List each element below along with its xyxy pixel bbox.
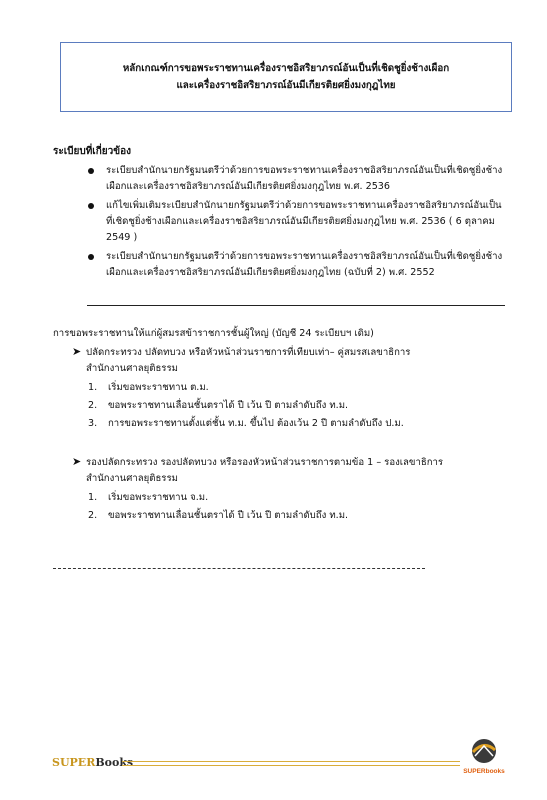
step-number: 2.: [88, 510, 98, 521]
regulation-text: แก้ไขเพิ่มเติมระเบียบสำนักนายกรัฐมนตรีว่าด้วยการขอพระราชทานเครื่องราชอิสริยาภรณ์อันเป็นที่เชิดชูยิ่งช้างเผือกและเครื่องราชอิสริยาภรณ์อันมีเกียรติยศยิ่งมงกุฎไทย พ.ศ. 2536 ( 6 ตุลาคม 2549 ): [106, 200, 502, 243]
list-item: [72, 489, 512, 507]
group-2: [72, 454, 512, 525]
superbooks-logo-icon: [460, 736, 508, 776]
step-number: 3.: [88, 418, 98, 429]
footer-rule: [122, 761, 460, 766]
group-subtitle: สำนักงานศาลยุติธรรม: [86, 363, 178, 374]
step-text: ขอพระราชทานเลื่อนชั้นตราได้ ปี เว้น ปี ตามลำดับถึง ท.ม.: [108, 400, 349, 411]
step-number: 2.: [88, 400, 98, 411]
intro-paragraph: การขอพระราชทานให้แก่ผู้สมรสข้าราชการชั้นผู้ใหญ่ (บัญชี 24 ระเบียบฯ เดิม): [53, 328, 374, 339]
bullet-icon: [88, 254, 94, 260]
title-line-1: หลักเกณฑ์การขอพระราชทานเครื่องราชอิสริยาภรณ์อันเป็นที่เชิดชูยิ่งช้างเผือก: [122, 63, 450, 74]
list-item: [84, 163, 504, 195]
regulations-heading: ระเบียบที่เกี่ยวข้อง: [53, 146, 131, 157]
dashed-separator: [53, 568, 425, 569]
brand-part-2: Books: [95, 756, 134, 769]
step-text: ขอพระราชทานเลื่อนชั้นตราได้ ปี เว้น ปี ตามลำดับถึง ท.ม.: [108, 510, 349, 521]
title-box: [60, 42, 512, 112]
svg-text:SUPERbooks: SUPERbooks: [463, 768, 505, 775]
brand-part-1: SUPER: [52, 756, 96, 769]
regulation-text: ระเบียบสำนักนายกรัฐมนตรีว่าด้วยการขอพระราชทานเครื่องราชอิสริยาภรณ์อันเป็นที่เชิดชูยิ่งช้างเผือกและเครื่องราชอิสริยาภรณ์อันมีเกียรติยศยิ่งมงกุฎไทย (ฉบับที่ 2) พ.ศ. 2552: [106, 251, 503, 278]
footer: [0, 736, 547, 776]
group-subtitle: สำนักงานศาลยุติธรรม: [86, 473, 178, 484]
list-item: [72, 507, 512, 525]
list-item: [84, 198, 504, 246]
steps-list: [72, 379, 512, 433]
brand-wordmark: [52, 756, 133, 769]
bullet-icon: [88, 203, 94, 209]
group-head: [72, 344, 512, 361]
divider: [87, 305, 505, 306]
arrow-bullet-icon: ➤: [72, 455, 82, 468]
list-item: [72, 397, 512, 415]
regulations-list: [84, 163, 504, 284]
step-text: เริ่มขอพระราชทาน ต.ม.: [108, 382, 209, 393]
regulation-text: ระเบียบสำนักนายกรัฐมนตรีว่าด้วยการขอพระราชทานเครื่องราชอิสริยาภรณ์อันเป็นที่เชิดชูยิ่งช้างเผือกและเครื่องราชอิสริยาภรณ์อันมีเกียรติยศยิ่งมงกุฎไทย พ.ศ. 2536: [106, 165, 503, 192]
step-text: เริ่มขอพระราชทาน จ.ม.: [108, 492, 209, 503]
step-text: การขอพระราชทานตั้งแต่ชั้น ท.ม. ขึ้นไป ต้องเว้น 2 ปี ตามลำดับถึง ป.ม.: [108, 418, 404, 429]
steps-list: [72, 489, 512, 525]
group-1: [72, 344, 512, 433]
group-title: รองปลัดกระทรวง รองปลัดทบวง หรือรองหัวหน้าส่วนราชการตามข้อ 1 – รองเลขาธิการ: [86, 457, 444, 468]
step-number: 1.: [88, 492, 98, 503]
title-line-2: และเครื่องราชอิสริยาภรณ์อันมีเกียรติยศยิ่งมงกุฎไทย: [176, 80, 396, 91]
bullet-icon: [88, 168, 94, 174]
group-title: ปลัดกระทรวง ปลัดทบวง หรือหัวหน้าส่วนราชการที่เทียบเท่า– คู่สมรสเลขาธิการ: [86, 347, 411, 358]
step-number: 1.: [88, 382, 98, 393]
arrow-bullet-icon: ➤: [72, 345, 82, 358]
list-item: [72, 379, 512, 397]
list-item: [84, 249, 504, 281]
list-item: [72, 415, 512, 433]
group-head: [72, 454, 512, 471]
